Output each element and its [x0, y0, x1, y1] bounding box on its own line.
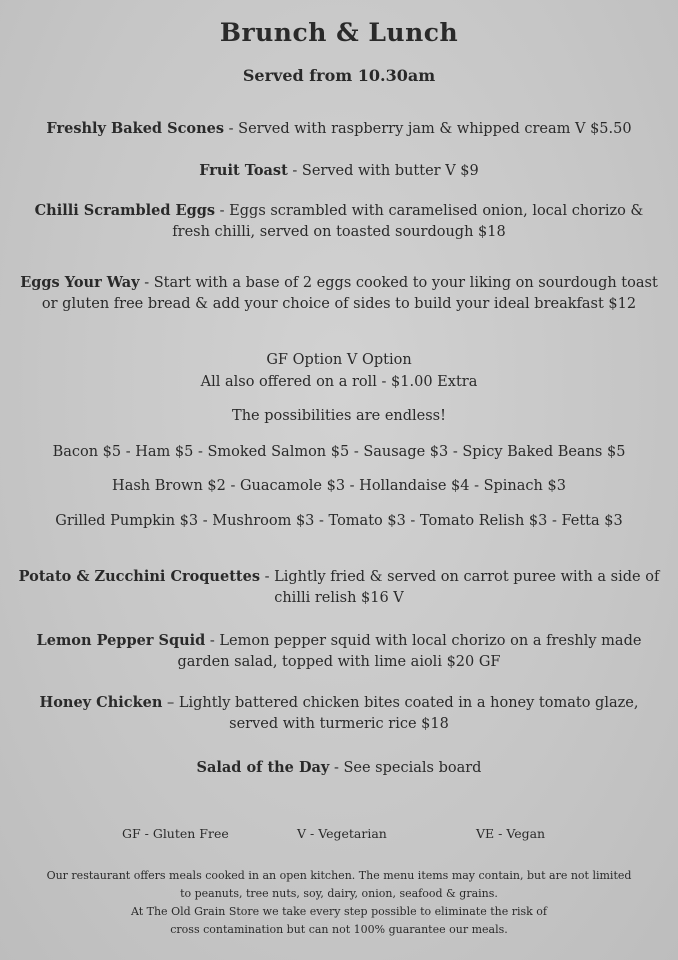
- footer-line-1: Our restaurant offers meals cooked in an open kitchen. The menu items may contain, but are not limited: [46, 869, 632, 882]
- item-name: Freshly Baked Scones: [46, 120, 225, 137]
- legend-gf: GF - Gluten Free: [122, 826, 229, 841]
- menu-item-chilli-eggs: [14, 200, 664, 243]
- footer-line-3: At The Old Grain Store we take every step possible to eliminate the risk of: [130, 905, 548, 918]
- menu-item-croquettes: [14, 566, 664, 609]
- legend-ve: VE - Vegan: [476, 826, 546, 841]
- item-desc: – Lightly battered chicken bites coated in a honey tomato glaze, served with turmeric rice $18: [162, 695, 639, 732]
- item-desc: - Lightly fried & served on carrot puree with a side of chilli relish $16 V: [259, 569, 660, 606]
- roll-line: All also offered on a roll - $1.00 Extra: [200, 374, 478, 390]
- item-name: Lemon Pepper Squid: [36, 632, 206, 649]
- options-line: GF Option V Option: [266, 352, 412, 368]
- possibilities-line: The possibilities are endless!: [232, 408, 446, 424]
- menu-title: Brunch & Lunch: [219, 18, 459, 47]
- sides-line-1: Bacon $5 - Ham $5 - Smoked Salmon $5 - Sausage $3 - Spicy Baked Beans $5: [52, 444, 626, 460]
- item-name: Chilli Scrambled Eggs: [34, 202, 216, 219]
- sides-line-2: Hash Brown $2 - Guacamole $3 - Hollandaise $4 - Spinach $3: [112, 478, 566, 494]
- item-desc: - Served with raspberry jam & whipped cream V $5.50: [224, 121, 632, 137]
- legend-v: V - Vegetarian: [297, 826, 387, 841]
- footer-line-4: cross contamination but can not 100% guarantee our meals.: [170, 923, 508, 936]
- menu-item-scones: [14, 118, 664, 140]
- item-name: Eggs Your Way: [20, 274, 140, 291]
- sides-line-3: Grilled Pumpkin $3 - Mushroom $3 - Tomato $3 - Tomato Relish $3 - Fetta $3: [55, 513, 623, 529]
- menu-item-squid: [14, 630, 664, 673]
- item-desc: - See specials board: [329, 760, 482, 776]
- footer-line-2: to peanuts, tree nuts, soy, dairy, onion, seafood & grains.: [180, 887, 498, 900]
- item-name: Fruit Toast: [199, 162, 288, 179]
- item-name: Potato & Zucchini Croquettes: [18, 568, 260, 585]
- item-name: Salad of the Day: [196, 759, 330, 776]
- menu-subtitle: Served from 10.30am: [242, 66, 436, 85]
- item-desc: - Start with a base of 2 eggs cooked to your liking on sourdough toast or gluten free bread & add your choice of sides to build your ideal breakfast $12: [41, 275, 658, 312]
- item-desc: - Lemon pepper squid with local chorizo on a freshly made garden salad, topped with lime aioli $20 GF: [177, 633, 642, 670]
- menu-item-salad: [14, 757, 664, 779]
- menu-item-honey-chicken: [14, 692, 664, 735]
- item-desc: - Eggs scrambled with caramelised onion, local chorizo & fresh chilli, served on toasted sourdough $18: [172, 203, 644, 240]
- item-name: Honey Chicken: [39, 694, 163, 711]
- item-desc: - Served with butter V $9: [287, 163, 479, 179]
- menu-item-fruit-toast: [14, 160, 664, 182]
- menu-item-eggs-your-way: [14, 272, 664, 315]
